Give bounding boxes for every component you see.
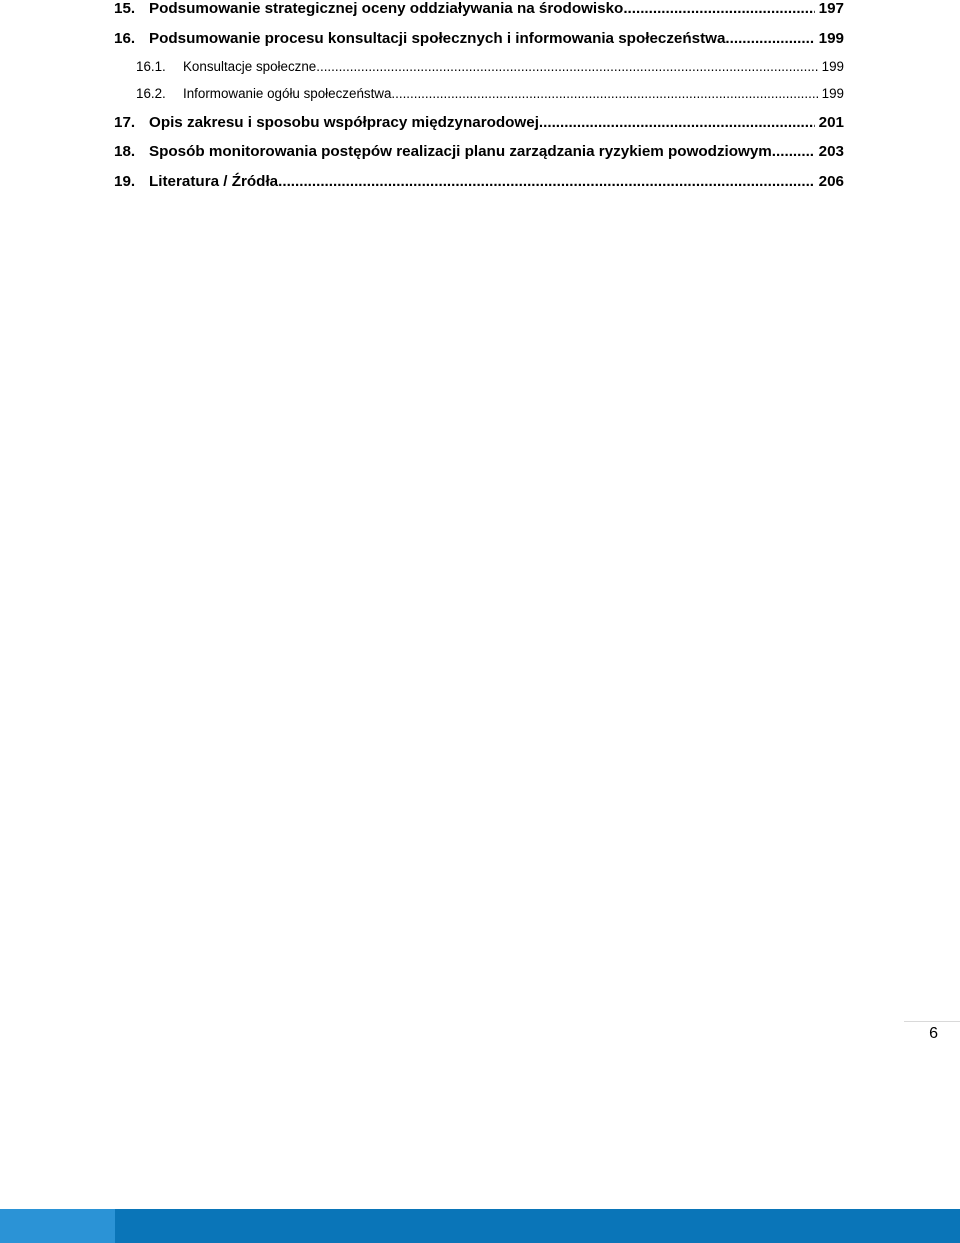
toc-entry-number: 16.2. — [136, 86, 166, 101]
toc-entry-16-2[interactable] — [114, 87, 844, 100]
toc-entry-title: Literatura / Źródła — [149, 173, 279, 190]
toc-entry-19[interactable] — [114, 174, 844, 189]
toc-entry-16-1[interactable] — [114, 60, 844, 73]
footer-bar — [0, 1209, 960, 1243]
toc-entry-title: Sposób monitorowania postępów realizacji planu zarządzania ryzykiem powodziowym. — [149, 143, 777, 160]
toc-entry-number: 16.1. — [136, 59, 166, 74]
toc-entry-number: 17. — [114, 114, 136, 131]
footer-bar-left — [0, 1209, 115, 1243]
toc-entry-title: Podsumowanie strategicznej oceny oddziaływania na środowisko — [149, 0, 624, 17]
toc-entry-page: 199 — [821, 86, 844, 101]
toc-entry-number: 16. — [114, 30, 136, 47]
toc-dot-leader — [725, 31, 814, 46]
toc-entry-number: 18. — [114, 143, 136, 160]
toc-dot-leader — [623, 1, 814, 16]
page-number: 6 — [929, 1025, 938, 1042]
toc-entry-page: 206 — [818, 173, 844, 190]
toc-entry-18[interactable] — [114, 144, 844, 159]
toc-dot-leader — [316, 60, 817, 73]
page-number-rule — [904, 1021, 960, 1022]
toc-entry-title: Konsultacje społeczne — [183, 59, 317, 74]
toc-dot-leader — [539, 115, 815, 130]
toc-entry-title: Informowanie ogółu społeczeństwa — [183, 86, 392, 101]
toc-entry-15[interactable] — [114, 1, 844, 16]
toc-entry-title: Podsumowanie procesu konsultacji społecznych i informowania społeczeństwa — [149, 30, 726, 47]
toc-dot-leader — [391, 87, 817, 100]
toc-dot-leader — [776, 144, 815, 159]
toc-entry-number: 15. — [114, 0, 136, 17]
toc-entry-page: 197 — [818, 0, 844, 17]
footer-bar-right — [115, 1209, 960, 1243]
toc-entry-page: 201 — [818, 114, 844, 131]
toc-entry-page: 203 — [818, 143, 844, 160]
toc-entry-page: 199 — [821, 59, 844, 74]
toc-entry-page: 199 — [818, 30, 844, 47]
toc-dot-leader — [278, 174, 815, 189]
toc-entry-title: Opis zakresu i sposobu współpracy międzynarodowej — [149, 114, 539, 131]
toc-entry-number: 19. — [114, 173, 136, 190]
toc-entry-16[interactable] — [114, 31, 844, 46]
toc-entry-17[interactable] — [114, 115, 844, 130]
